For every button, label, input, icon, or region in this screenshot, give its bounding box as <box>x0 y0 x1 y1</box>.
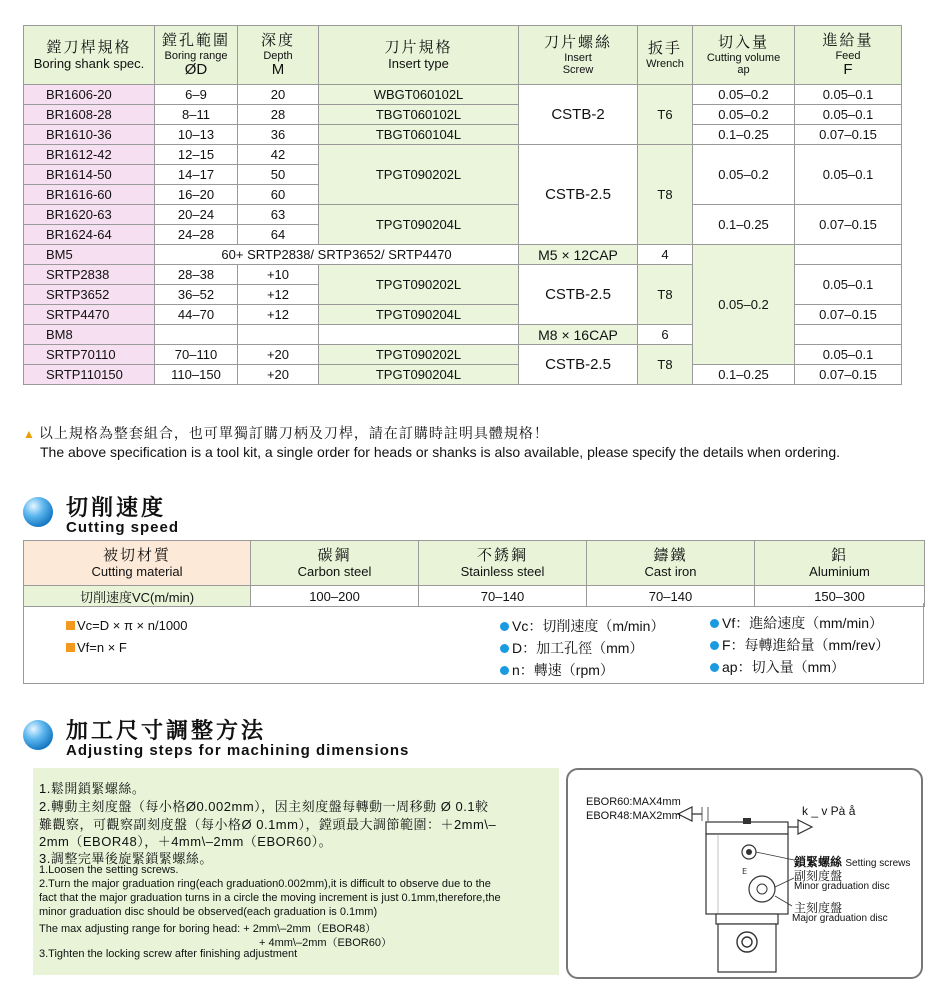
legend-item: Vf：進給速度（mm/min） <box>710 613 883 633</box>
material-column: 鋁 Aluminium <box>755 541 925 586</box>
model-cell: SRTP4470 <box>24 305 155 325</box>
range-cell <box>155 325 238 345</box>
warning-triangle-icon: ▲ <box>23 427 35 441</box>
direction-label: k _ v Pà å <box>802 804 856 818</box>
notice-en: The above specification is a tool kit, a single order for heads or shanks is also available, please specify the details when ordering. <box>40 444 841 460</box>
model-cell: BR1620-63 <box>24 205 155 225</box>
range-cell: 110–150 <box>155 365 238 385</box>
header-range: 鏜孔範圍 Boring range ØD <box>155 26 238 85</box>
depth-cell: +12 <box>238 305 319 325</box>
feed-cell: 0.07–0.15 <box>795 125 902 145</box>
ap-cell: 0.05–0.2 <box>693 85 795 105</box>
model-cell: BR1616-60 <box>24 185 155 205</box>
depth-cell: 64 <box>238 225 319 245</box>
screw-cell: M5 × 12CAP <box>519 245 638 265</box>
ap-cell: 0.05–0.2 <box>693 105 795 125</box>
feed-cell: 0.07–0.15 <box>795 305 902 325</box>
legend-item: Vc：切削速度（m/min） <box>500 616 664 636</box>
wrench-cell: T8 <box>638 345 693 385</box>
range-cell: 24–28 <box>155 225 238 245</box>
speed-header-row <box>24 541 925 586</box>
boring-head-diagram <box>566 768 923 979</box>
material-column: 碳鋼 Carbon steel <box>251 541 419 586</box>
table-row <box>24 245 902 265</box>
header-depth: 深度 Depth M <box>238 26 319 85</box>
speed-value: 70–140 <box>419 586 587 607</box>
section-title-zh: 切削速度 <box>66 495 167 520</box>
screw-cell: M8 × 16CAP <box>519 325 638 345</box>
table-row <box>24 105 902 125</box>
speed-value: 70–140 <box>587 586 755 607</box>
range-cell: 70–110 <box>155 345 238 365</box>
header-screw: 刀片螺絲 Insert Screw <box>519 26 638 85</box>
feed-cell: 0.05–0.1 <box>795 105 902 125</box>
blue-sphere-icon <box>23 497 53 527</box>
spec-header-row <box>24 26 902 85</box>
dot-marker-icon <box>710 663 719 672</box>
model-cell: BR1610-36 <box>24 125 155 145</box>
step-line-zh: 3.調整完畢後旋緊鎖緊螺絲。 <box>39 851 213 866</box>
table-row <box>24 205 902 225</box>
insert-cell: TBGT060102L <box>319 105 519 125</box>
insert-cell: WBGT060102L <box>319 85 519 105</box>
feed-cell: 0.05–0.1 <box>795 145 902 205</box>
step-line-en: The max adjusting range for boring head: + 2mm\–2mm（EBOR48） <box>39 923 377 935</box>
depth-cell: 36 <box>238 125 319 145</box>
formula-box <box>23 603 924 684</box>
table-row <box>24 365 902 385</box>
step-line-en: fact that the major graduation turns in a circle the moving increment is just 0.1mm,therefore,the <box>39 892 501 904</box>
range-cell: 20–24 <box>155 205 238 225</box>
dot-marker-icon <box>500 622 509 631</box>
model-cell: SRTP70110 <box>24 345 155 365</box>
feed-cell: 0.05–0.1 <box>795 85 902 105</box>
insert-cell: TPGT090202L <box>319 145 519 205</box>
ap-cell: 0.05–0.2 <box>693 145 795 205</box>
wrench-cell: T6 <box>638 85 693 145</box>
formula-vc: Vc=D × π × n/1000 <box>66 618 188 633</box>
feed-cell: 0.05–0.1 <box>795 345 902 365</box>
section-title-zh: 加工尺寸調整方法 <box>66 718 267 743</box>
wrench-cell: 4 <box>638 245 693 265</box>
material-header: 被切材質 Cutting material <box>24 541 251 586</box>
section-title-en: Adjusting steps for machining dimensions <box>66 742 410 759</box>
feed-cell <box>795 325 902 345</box>
screw-cell: CSTB-2.5 <box>519 345 638 385</box>
model-cell: BR1624-64 <box>24 225 155 245</box>
minor-disc-label-zh: 副刻度盤 <box>794 869 843 883</box>
material-column: 鑄鐵 Cast iron <box>587 541 755 586</box>
depth-cell: +10 <box>238 265 319 285</box>
table-row <box>24 85 902 105</box>
feed-cell <box>795 245 902 265</box>
model-cell: SRTP110150 <box>24 365 155 385</box>
step-line-en: 3.Tighten the locking screw after finishing adjustment <box>39 948 298 960</box>
adjusting-steps-box <box>33 768 559 975</box>
header-feed: 進給量 Feed F <box>795 26 902 85</box>
speed-value: 150–300 <box>755 586 925 607</box>
material-column: 不銹鋼 Stainless steel <box>419 541 587 586</box>
screw-cell: CSTB-2 <box>519 85 638 145</box>
step-line-zh: 2mm（EBOR48），＋4mm\–2mm（EBOR60）。 <box>39 834 333 849</box>
screw-cell: CSTB-2.5 <box>519 265 638 325</box>
range-cell: 28–38 <box>155 265 238 285</box>
legend-item: ap：切入量（mm） <box>710 657 845 677</box>
range-cell: 44–70 <box>155 305 238 325</box>
insert-cell: TPGT090204L <box>319 365 519 385</box>
dot-marker-icon <box>500 666 509 675</box>
model-cell: BM5 <box>24 245 155 265</box>
depth-cell: 20 <box>238 85 319 105</box>
screw-cell: CSTB-2.5 <box>519 145 638 245</box>
step-line-zh: 難觀察，可觀察副刻度盤（每小格Ø 0.1mm），鏜頭最大調節範圍：＋2mm\– <box>39 817 497 832</box>
insert-cell: TPGT090204L <box>319 205 519 245</box>
table-row <box>24 125 902 145</box>
section-title-en: Cutting speed <box>66 519 179 536</box>
legend-item: F：每轉進給量（mm/rev） <box>710 635 889 655</box>
depth-cell <box>238 325 319 345</box>
step-line-en: + 4mm\–2mm（EBOR60） <box>259 937 392 949</box>
depth-cell: 28 <box>238 105 319 125</box>
blue-sphere-icon <box>23 720 53 750</box>
ap-cell: 0.1–0.25 <box>693 205 795 245</box>
setting-screw-label: 鎖緊螺絲 Setting screws <box>794 855 911 869</box>
major-disc-label-en: Major graduation disc <box>792 913 888 924</box>
model-cell: BR1606-20 <box>24 85 155 105</box>
header-shank: 鏜刀桿規格 Boring shank spec. <box>24 26 155 85</box>
ap-cell: 0.05–0.2 <box>693 245 795 365</box>
header-wrench: 扳手 Wrench <box>638 26 693 85</box>
minor-disc-label-en: Minor graduation disc <box>794 881 890 892</box>
legend-item: D：加工孔徑（mm） <box>500 638 643 658</box>
insert-cell: TPGT090204L <box>319 305 519 325</box>
insert-cell: TPGT090202L <box>319 265 519 305</box>
feed-cell: 0.07–0.15 <box>795 205 902 245</box>
depth-cell: 50 <box>238 165 319 185</box>
depth-cell: 63 <box>238 205 319 225</box>
square-marker-icon <box>66 621 75 630</box>
model-cell: BR1614-50 <box>24 165 155 185</box>
ap-cell: 0.1–0.25 <box>693 125 795 145</box>
speed-value: 100–200 <box>251 586 419 607</box>
step-line-zh: 2.轉動主刻度盤（每小格Ø0.002mm），因主刻度盤每轉動一周移動 Ø 0.1較 <box>39 799 489 814</box>
depth-cell: +20 <box>238 365 319 385</box>
square-marker-icon <box>66 643 75 652</box>
insert-cell: TBGT060104L <box>319 125 519 145</box>
model-cell: BR1608-28 <box>24 105 155 125</box>
model-cell: SRTP2838 <box>24 265 155 285</box>
dot-marker-icon <box>710 619 719 628</box>
depth-cell: +20 <box>238 345 319 365</box>
range-cell: 8–11 <box>155 105 238 125</box>
insert-cell: 60+ SRTP2838/ SRTP3652/ SRTP4470 <box>155 245 519 265</box>
wrench-cell: T8 <box>638 145 693 245</box>
model-cell: BM8 <box>24 325 155 345</box>
model-cell: BR1612-42 <box>24 145 155 165</box>
speed-row-label: 切削速度VC(m/min) <box>24 586 251 607</box>
header-ap: 切入量 Cutting volume ap <box>693 26 795 85</box>
legend-item: n：轉速（rpm） <box>500 660 614 680</box>
depth-cell: +12 <box>238 285 319 305</box>
step-line-en: 2.Turn the major graduation ring(each graduation0.002mm),it is difficult to observe due to the <box>39 878 491 890</box>
feed-cell: 0.07–0.15 <box>795 365 902 385</box>
svg-text:E: E <box>742 867 748 876</box>
notice-zh: ▲ 以上規格為整套組合，也可單獨訂購刀柄及刀桿，請在訂購時註明具體規格！ <box>23 425 549 441</box>
range-cell: 6–9 <box>155 85 238 105</box>
formula-vf: Vf=n × F <box>66 640 127 655</box>
header-insert: 刀片規格 Insert type <box>319 26 519 85</box>
ap-cell: 0.1–0.25 <box>693 365 795 385</box>
step-line-zh: 1.鬆開鎖緊螺絲。 <box>39 781 146 796</box>
range-cell: 16–20 <box>155 185 238 205</box>
depth-cell: 42 <box>238 145 319 165</box>
dot-marker-icon <box>710 641 719 650</box>
spec-table <box>23 25 902 385</box>
dot-marker-icon <box>500 644 509 653</box>
range-cell: 36–52 <box>155 285 238 305</box>
table-row <box>24 145 902 165</box>
range-cell: 12–15 <box>155 145 238 165</box>
range-cell: 10–13 <box>155 125 238 145</box>
max-range-ebor60: EBOR60:MAX4mm <box>586 796 681 808</box>
insert-cell <box>319 325 519 345</box>
step-line-en: 1.Loosen the setting screws. <box>39 864 179 876</box>
step-line-en: minor graduation disc should be observed(each graduation is 0.1mm) <box>39 906 378 918</box>
feed-cell: 0.05–0.1 <box>795 265 902 305</box>
cutting-speed-table <box>23 540 925 607</box>
major-disc-label-zh: 主刻度盤 <box>794 901 843 915</box>
model-cell: SRTP3652 <box>24 285 155 305</box>
depth-cell: 60 <box>238 185 319 205</box>
max-range-ebor48: EBOR48:MAX2mm <box>586 810 681 822</box>
insert-cell: TPGT090202L <box>319 345 519 365</box>
range-cell: 14–17 <box>155 165 238 185</box>
wrench-cell: 6 <box>638 325 693 345</box>
wrench-cell: T8 <box>638 265 693 325</box>
